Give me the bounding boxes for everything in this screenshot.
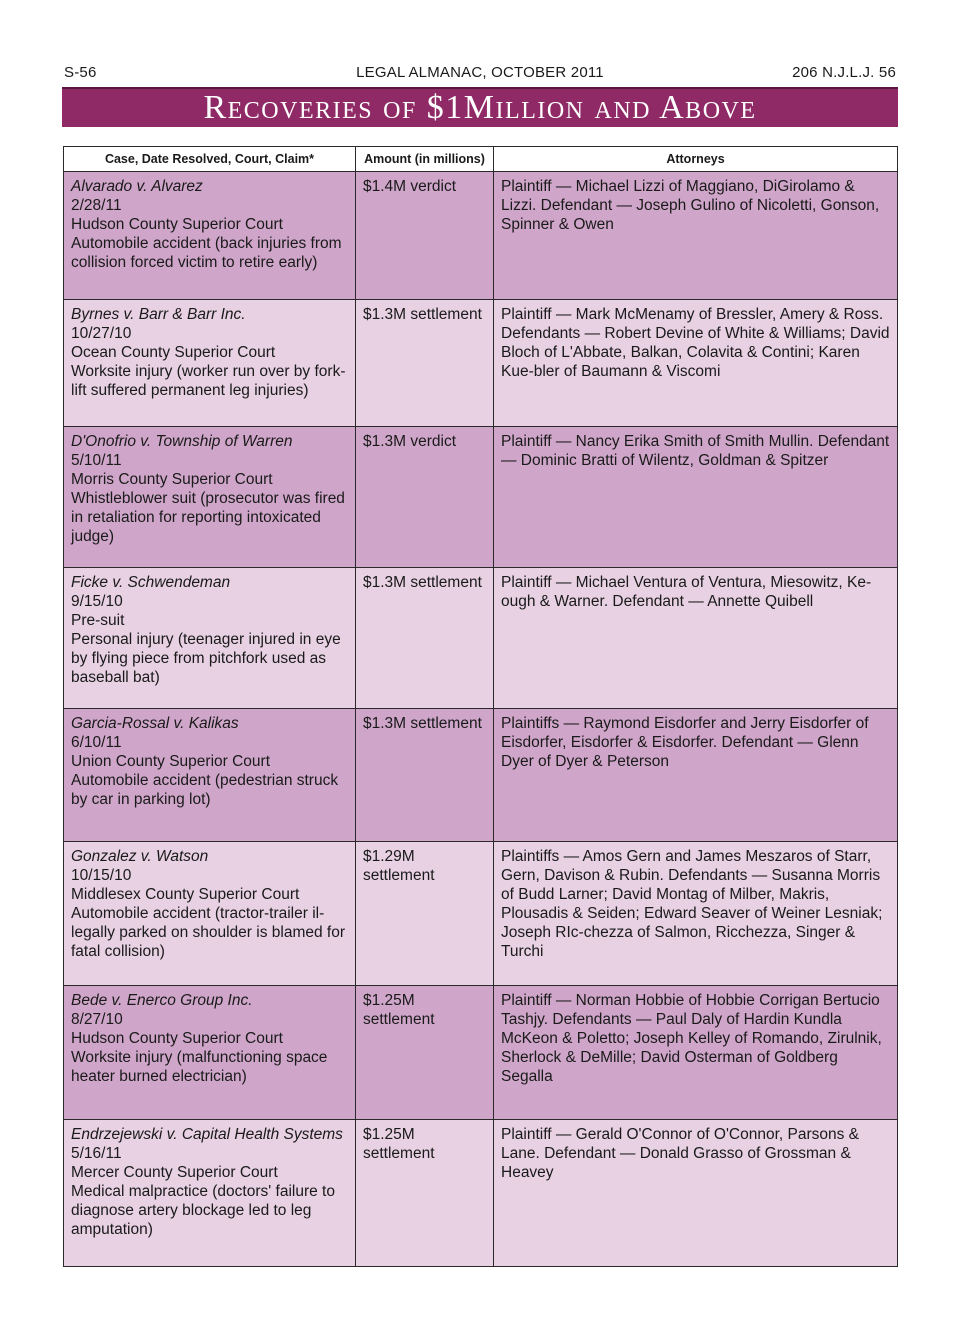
court: Pre-suit bbox=[71, 612, 125, 629]
case-cell bbox=[64, 172, 356, 300]
table-row bbox=[64, 842, 898, 986]
case-name: Alvarado v. Alvarez bbox=[71, 178, 203, 195]
court: Mercer County Superior Court bbox=[71, 1164, 278, 1181]
table-row bbox=[64, 427, 898, 568]
attorneys-cell: Plaintiff — Norman Hobbie of Hobbie Corrigan Bertucio Tashjy. Defendants — Paul Daly of Hardin Kundla McKeon & Poletto; Joseph Kelley of Romando, Zirulnik, Sherlock & DeMille; David Osterman of Goldberg Segalla bbox=[494, 986, 898, 1120]
amount-cell: $1.3M verdict bbox=[356, 427, 494, 568]
case-cell bbox=[64, 568, 356, 709]
page-number-left: S-56 bbox=[64, 64, 97, 81]
case-name: Ficke v. Schwendeman bbox=[71, 574, 231, 591]
case-cell bbox=[64, 842, 356, 986]
attorneys-cell: Plaintiff — Nancy Erika Smith of Smith Mullin. Defendant — Dominic Bratti of Wilentz, Goldman & Spitzer bbox=[494, 427, 898, 568]
amount-cell: $1.3M settlement bbox=[356, 568, 494, 709]
citation-right: 206 N.J.L.J. 56 bbox=[792, 64, 896, 81]
court: Hudson County Superior Court bbox=[71, 216, 283, 233]
court: Hudson County Superior Court bbox=[71, 1030, 283, 1047]
table-row bbox=[64, 1120, 898, 1267]
date-resolved: 6/10/11 bbox=[71, 734, 122, 751]
publication-title: LEGAL ALMANAC, OCTOBER 2011 bbox=[356, 64, 604, 81]
court: Middlesex County Superior Court bbox=[71, 886, 300, 903]
case-cell bbox=[64, 709, 356, 842]
date-resolved: 9/15/10 bbox=[71, 593, 123, 610]
attorneys-cell: Plaintiff — Michael Ventura of Ventura, Miesowitz, Ke-ough & Warner. Defendant — Annette Quibell bbox=[494, 568, 898, 709]
claim: Whistleblower suit (prosecutor was fired in retaliation for reporting intoxicated judge) bbox=[71, 490, 345, 545]
date-resolved: 8/27/10 bbox=[71, 1011, 123, 1028]
case-cell bbox=[64, 1120, 356, 1267]
court: Union County Superior Court bbox=[71, 753, 271, 770]
court: Ocean County Superior Court bbox=[71, 344, 276, 361]
amount-cell: $1.29M settlement bbox=[356, 842, 494, 986]
attorneys-cell: Plaintiff — Michael Lizzi of Maggiano, DiGirolamo & Lizzi. Defendant — Joseph Gulino of Nicoletti, Gonson, Spinner & Owen bbox=[494, 172, 898, 300]
case-cell bbox=[64, 300, 356, 427]
case-name: Garcia-Rossal v. Kalikas bbox=[71, 715, 239, 732]
attorneys-cell: Plaintiffs — Amos Gern and James Meszaros of Starr, Gern, Davison & Rubin. Defendants — Susanna Morris of Budd Larner; David Montag of Milber, Makris, Plousadis & Seiden; Edward Seaver of Weiner Lesniak; Joseph RIc-chezza of Salmon, Ricchezza, Singer & Turchi bbox=[494, 842, 898, 986]
date-resolved: 5/16/11 bbox=[71, 1145, 122, 1162]
recoveries-table bbox=[63, 146, 898, 1267]
table-row bbox=[64, 986, 898, 1120]
case-name: D'Onofrio v. Township of Warren bbox=[71, 433, 293, 450]
page-title: Recoveries of $1Million and Above bbox=[203, 89, 757, 126]
amount-cell: $1.3M settlement bbox=[356, 300, 494, 427]
case-name: Bede v. Enerco Group Inc. bbox=[71, 992, 253, 1009]
date-resolved: 2/28/11 bbox=[71, 197, 122, 214]
table-row bbox=[64, 568, 898, 709]
claim: Worksite injury (worker run over by fork-lift suffered permanent leg injuries) bbox=[71, 363, 346, 399]
claim: Automobile accident (tractor-trailer il-legally parked on shoulder is blamed for fatal collision) bbox=[71, 905, 345, 960]
date-resolved: 10/15/10 bbox=[71, 867, 132, 884]
table-header-row bbox=[64, 147, 898, 172]
column-header-case: Case, Date Resolved, Court, Claim* bbox=[64, 147, 356, 172]
running-head bbox=[64, 64, 896, 84]
attorneys-cell: Plaintiff — Mark McMenamy of Bressler, Amery & Ross. Defendants — Robert Devine of White & Williams; David Bloch of L'Abbate, Balkan, Colavita & Contini; Karen Kue-bler of Baumann & Viscomi bbox=[494, 300, 898, 427]
claim: Medical malpractice (doctors' failure to diagnose artery blockage led to leg amputation) bbox=[71, 1183, 335, 1238]
claim: Automobile accident (back injuries from collision forced victim to retire early) bbox=[71, 235, 342, 271]
claim: Automobile accident (pedestrian struck by car in parking lot) bbox=[71, 772, 339, 808]
case-name: Byrnes v. Barr & Barr Inc. bbox=[71, 306, 246, 323]
attorneys-cell: Plaintiffs — Raymond Eisdorfer and Jerry Eisdorfer of Eisdorfer, Eisdorfer & Eisdorfer. Defendant — Glenn Dyer of Dyer & Peterson bbox=[494, 709, 898, 842]
claim: Personal injury (teenager injured in eye by flying piece from pitchfork used as baseball bat) bbox=[71, 631, 341, 686]
attorneys-cell: Plaintiff — Gerald O'Connor of O'Connor, Parsons & Lane. Defendant — Donald Grasso of Grossman & Heavey bbox=[494, 1120, 898, 1267]
case-cell bbox=[64, 986, 356, 1120]
case-cell bbox=[64, 427, 356, 568]
case-name: Gonzalez v. Watson bbox=[71, 848, 209, 865]
case-name: Endrzejewski v. Capital Health Systems bbox=[71, 1126, 343, 1143]
amount-cell: $1.25M settlement bbox=[356, 986, 494, 1120]
claim: Worksite injury (malfunctioning space heater burned electrician) bbox=[71, 1049, 328, 1085]
date-resolved: 5/10/11 bbox=[71, 452, 122, 469]
table-row bbox=[64, 300, 898, 427]
amount-cell: $1.25M settlement bbox=[356, 1120, 494, 1267]
amount-cell: $1.3M settlement bbox=[356, 709, 494, 842]
court: Morris County Superior Court bbox=[71, 471, 273, 488]
date-resolved: 10/27/10 bbox=[71, 325, 132, 342]
column-header-amount: Amount (in millions) bbox=[356, 147, 494, 172]
table-row bbox=[64, 172, 898, 300]
amount-cell: $1.4M verdict bbox=[356, 172, 494, 300]
column-header-attorneys: Attorneys bbox=[494, 147, 898, 172]
table-row bbox=[64, 709, 898, 842]
title-banner bbox=[62, 87, 898, 127]
